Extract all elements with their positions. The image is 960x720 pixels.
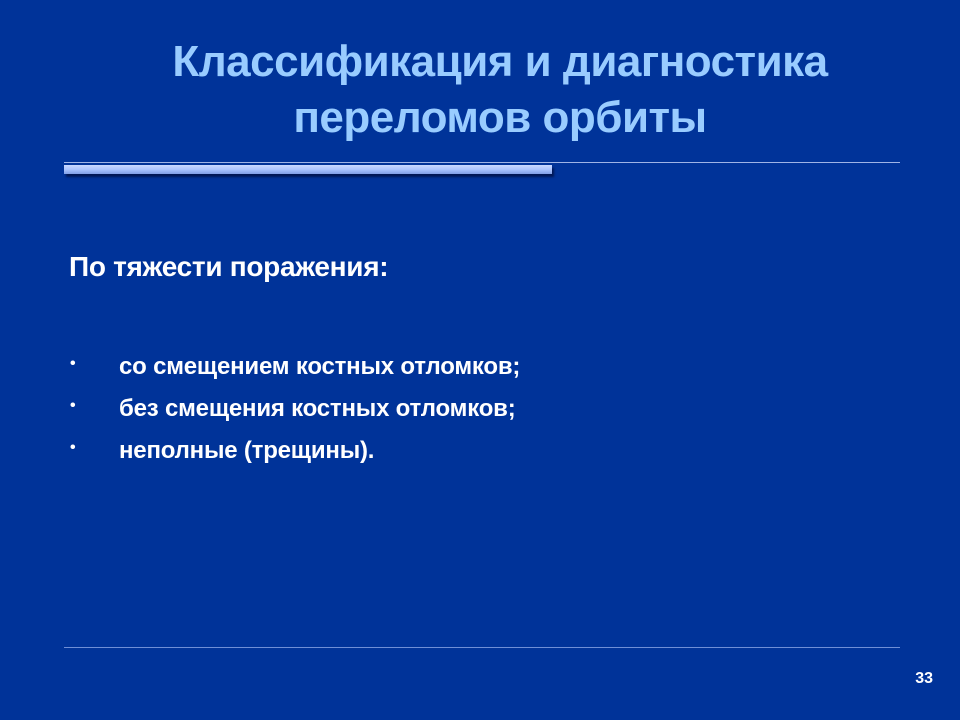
title-divider-line — [64, 162, 900, 163]
bullet-text: без смещения костных отломков; — [119, 395, 516, 422]
slide-title-line-1: Классификация и диагностика — [172, 37, 828, 86]
title-accent-bar — [64, 165, 552, 174]
bullet-marker: • — [70, 397, 76, 414]
bullet-marker: • — [70, 439, 76, 456]
bullet-marker: • — [70, 355, 76, 372]
footer-divider-line — [64, 647, 900, 648]
slide-title-line-2: переломов орбиты — [293, 93, 707, 142]
bullet-text: со смещением костных отломков; — [119, 353, 521, 380]
bullet-text: неполные (трещины). — [119, 437, 375, 464]
page-number: 33 — [915, 670, 933, 687]
slide-title — [100, 34, 900, 146]
section-heading: По тяжести поражения: — [69, 251, 389, 282]
